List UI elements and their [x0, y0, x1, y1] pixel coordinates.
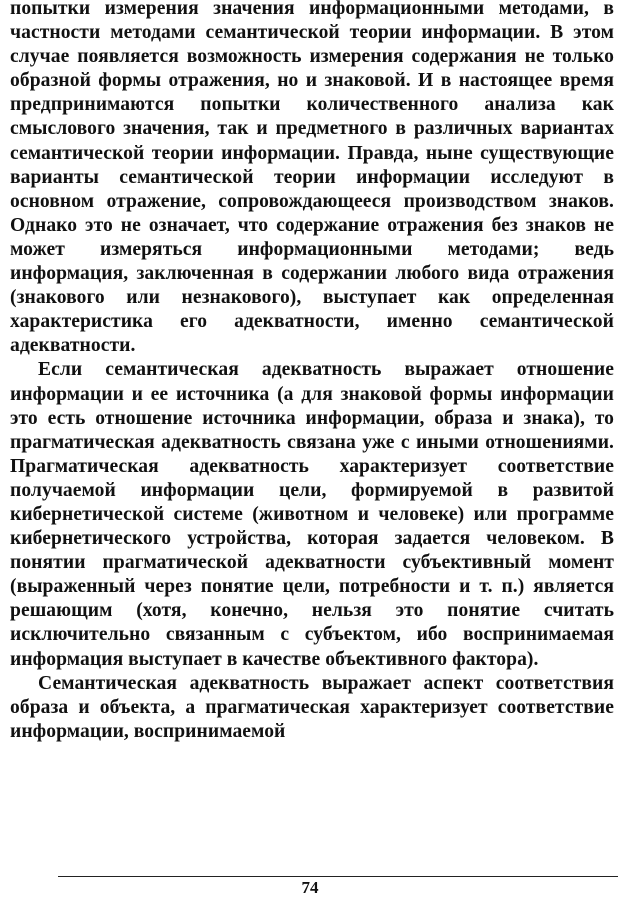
paragraph-continued: попытки измерения значения информационными методами, в частности методами семантической теории информации. В этом случае появляется возможность измерения содержания не только образной формы отражения, но и знаковой. И в настоящее время предпринимаются попытки количественного анализа как смыслового значения, так и предметного в различных вариантах семантической теории информации. Правда, ныне существующие варианты семантической теории информации исследуют в основном отражение, сопровождающееся производством знаков. Однако это не означает, что содержание отражения без знаков не может измеряться информационными методами; ведь информация, заключенная в содержании любого вида отражения (знакового или незнакового), выступает как определенная характеристика его адекватности, именно семантической адекватности.: [10, 0, 614, 357]
page-number: 74: [301, 878, 319, 897]
paragraph-pragmatic-adequacy: Если семантическая адекватность выражает отношение информации и ее источника (а для знаковой формы информации это есть отношение источника информации, образа и знака), то прагматическая адекватность связана уже с иными отношениями. Прагматическая адекватность характеризует соответствие получаемой информации цели, формируемой в развитой кибернетической системе (животном и человеке) или программе кибернетического устройства, которая задается человеком. В понятии прагматической адекватности субъективный момент (выраженный через понятие цели, потребности и т. п.) является решающим (хотя, конечно, нельзя это понятие считать исключительно связанным с субъектом, ибо воспринимаемая информация выступает в качестве объективного фактора).: [10, 359, 614, 670]
paragraph-semantic-adequacy: Семантическая адекватность выражает аспект соответствия образа и объекта, а прагматическая характеризует соответствие информации, воспринимаемой: [10, 672, 614, 742]
body-text: [10, 0, 614, 744]
